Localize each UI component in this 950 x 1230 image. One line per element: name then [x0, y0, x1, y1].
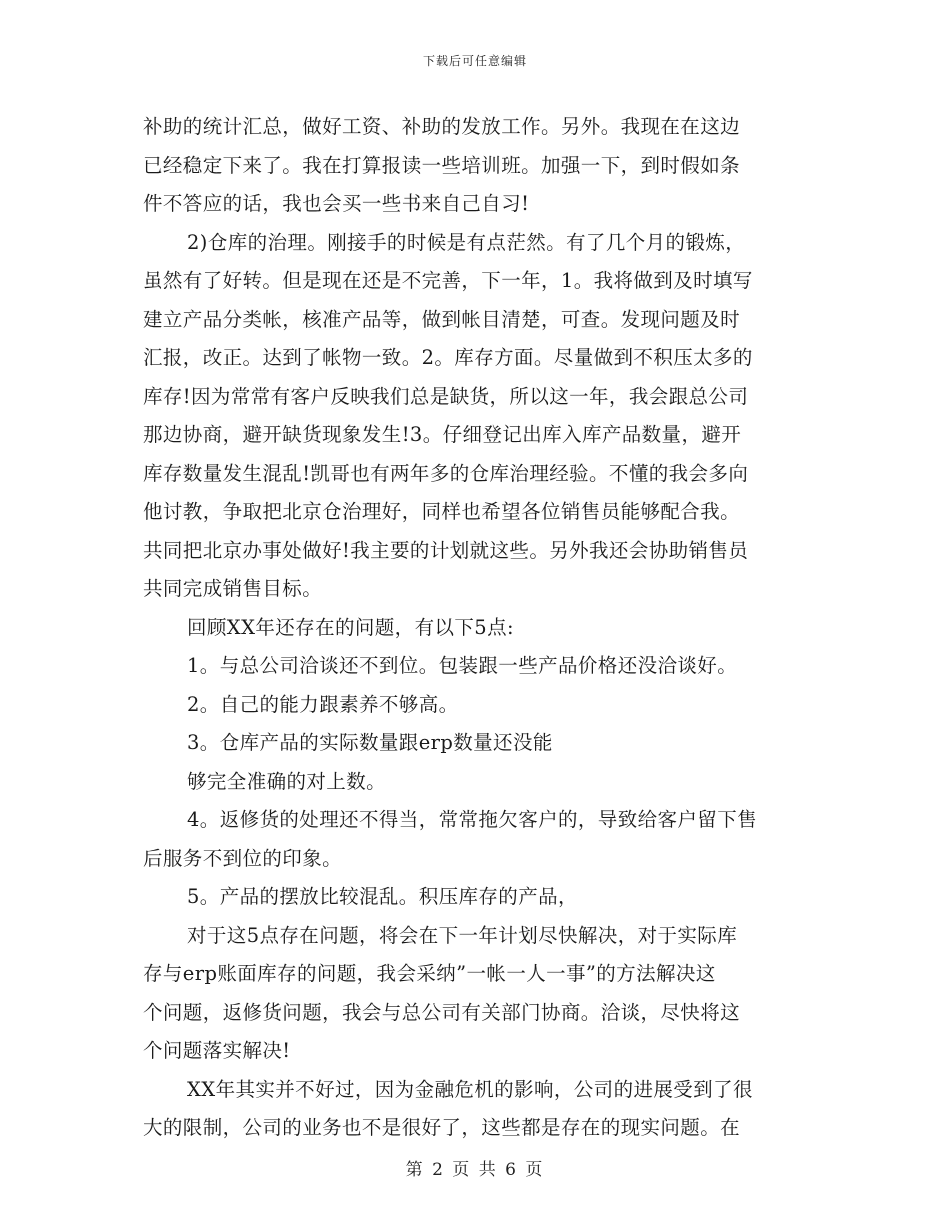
paragraph-line: 补助的统计汇总，做好工资、补助的发放工作。另外。我现在在这边	[143, 115, 741, 138]
paragraph-line: 库存!因为常常有客户反映我们总是缺货，所以这一年，我会跟总公司	[143, 384, 749, 408]
paragraph-line: 共同完成销售目标。	[143, 577, 323, 600]
paragraph-line: 已经稳定下来了。我在打算报读一些培训班。加强一下，到时假如条	[143, 153, 741, 177]
paragraph-line: 那边协商，避开缺货现象发生!3。仔细登记出库入库产品数量，避开	[143, 423, 742, 446]
paragraph-line: 够完全准确的对上数。	[187, 769, 387, 793]
paragraph-line: 件不答应的话，我也会买一些书来自己自习!	[143, 192, 530, 215]
paragraph-line: 个问题落实解决!	[143, 1039, 291, 1062]
paragraph-line: 4。返修货的处理还不得当，常常拖欠客户的，导致给客户留下售	[187, 808, 758, 831]
paragraph-line: 2)仓库的治理。刚接手的时候是有点茫然。有了几个月的锻炼，	[187, 230, 746, 254]
paragraph-line: 存与erp账面库存的问题，我会采纳”一帐一人一事”的方法解决这	[143, 962, 716, 985]
page-header: 下载后可任意编辑	[422, 54, 527, 68]
paragraph-line: 对于这5点存在问题，将会在下一年计划尽快解决，对于实际库	[187, 923, 738, 947]
paragraph-line: 共同把北京办事处做好!我主要的计划就这些。另外我还会协助销售员	[143, 538, 749, 562]
document-body	[143, 108, 808, 1148]
paragraph-line: 2。自己的能力跟素养不够高。	[187, 692, 459, 716]
paragraph-line: 库存数量发生混乱!凯哥也有两年多的仓库治理经验。不懂的我会多向	[143, 461, 749, 485]
paragraph-line: 后服务不到位的印象。	[143, 846, 343, 870]
paragraph-line: 大的限制，公司的业务也不是很好了，这些都是存在的现实问题。在	[143, 1116, 741, 1139]
page-footer: 第 2 页 共 6 页	[405, 1160, 545, 1180]
paragraph-line: 3。仓库产品的实际数量跟erp数量还没能	[187, 731, 553, 754]
paragraph-line: 个问题，返修货问题，我会与总公司有关部门协商。洽谈，尽快将这	[143, 1000, 741, 1024]
paragraph-line: 回顾XX年还存在的问题，有以下5点:	[187, 615, 514, 639]
paragraph-line: 汇报，改正。达到了帐物一致。2。库存方面。尽量做到不积压太多的	[143, 346, 753, 369]
paragraph-line: 他讨教，争取把北京仓治理好，同样也希望各位销售员能够配合我。	[143, 500, 741, 523]
paragraph-line: 建立产品分类帐，核准产品等，做到帐目清楚，可查。发现问题及时	[143, 307, 741, 331]
paragraph-line: 1。与总公司洽谈还不到位。包装跟一些产品价格还没洽谈好。	[187, 654, 738, 677]
paragraph-line: 5。产品的摆放比较混乱。积压库存的产品，	[187, 885, 578, 908]
paragraph-line: 虽然有了好转。但是现在还是不完善，下一年，1。我将做到及时填写	[143, 269, 753, 292]
paragraph-line: XX年其实并不好过，因为金融危机的影响，公司的进展受到了很	[187, 1077, 753, 1101]
